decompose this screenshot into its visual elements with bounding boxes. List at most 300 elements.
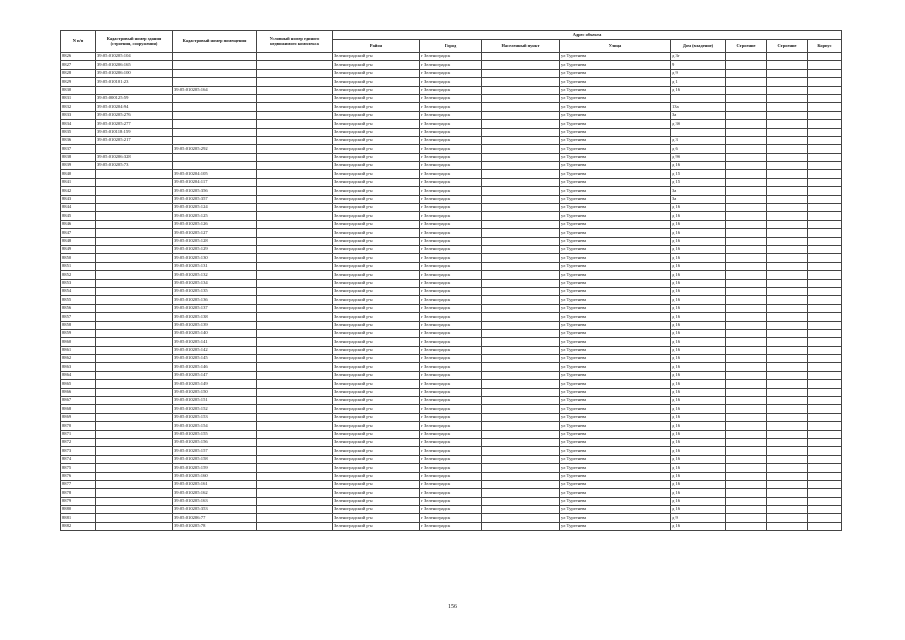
cell-conditional-number <box>257 86 333 94</box>
cell-building-2 <box>767 522 808 530</box>
cell-cadastral-room: 39:05:010205:153 <box>173 413 257 421</box>
cell-conditional-number <box>257 187 333 195</box>
table-row <box>61 204 842 212</box>
cell-city: г Зеленоградск <box>420 78 482 86</box>
cell-conditional-number <box>257 195 333 203</box>
cell-building-2 <box>767 346 808 354</box>
cell-house: д 16 <box>671 380 726 388</box>
cell-corpus <box>808 212 842 220</box>
cell-city: г Зеленоградск <box>420 338 482 346</box>
cell-house: д 16 <box>671 455 726 463</box>
table-row <box>61 61 842 69</box>
cell-num: 8855 <box>61 296 96 304</box>
cell-num: 8841 <box>61 178 96 186</box>
cell-cadastral-room: 39:05:010205:135 <box>173 287 257 295</box>
table-row <box>61 522 842 530</box>
cell-cadastral-room: 39:05:010205:132 <box>173 271 257 279</box>
cell-settlement <box>482 136 560 144</box>
cell-street: ул Тургенева <box>560 229 671 237</box>
cell-cadastral-room: 39:05:010205:163 <box>173 497 257 505</box>
table-row <box>61 313 842 321</box>
cell-street: ул Тургенева <box>560 313 671 321</box>
table-row <box>61 212 842 220</box>
cell-building-1 <box>726 464 767 472</box>
cell-settlement <box>482 321 560 329</box>
cell-street: ул Тургенева <box>560 262 671 270</box>
cell-cadastral-building <box>96 338 173 346</box>
cell-cadastral-room: 39:05:010205:127 <box>173 229 257 237</box>
cell-district: Зеленоградский р-н <box>333 69 420 77</box>
cell-district: Зеленоградский р-н <box>333 212 420 220</box>
cell-num: 8872 <box>61 438 96 446</box>
table-row <box>61 111 842 119</box>
cell-cadastral-building: 39:05:000125:59 <box>96 94 173 102</box>
cell-building-2 <box>767 279 808 287</box>
table-row <box>61 304 842 312</box>
cell-settlement <box>482 195 560 203</box>
cell-conditional-number <box>257 170 333 178</box>
cell-city: г Зеленоградск <box>420 506 482 514</box>
cell-settlement <box>482 422 560 430</box>
cell-building-1 <box>726 405 767 413</box>
cell-num: 8882 <box>61 522 96 530</box>
cell-cadastral-room <box>173 69 257 77</box>
table-row <box>61 262 842 270</box>
cell-cadastral-room <box>173 78 257 86</box>
cell-conditional-number <box>257 464 333 472</box>
cell-cadastral-building <box>96 195 173 203</box>
cell-building-1 <box>726 229 767 237</box>
cell-building-1 <box>726 472 767 480</box>
table-row <box>61 220 842 228</box>
cell-conditional-number <box>257 304 333 312</box>
cell-building-2 <box>767 413 808 421</box>
cell-house: д 15 <box>671 178 726 186</box>
cell-cadastral-building <box>96 254 173 262</box>
cell-building-1 <box>726 111 767 119</box>
cell-building-2 <box>767 405 808 413</box>
cell-cadastral-room: 39:05:010205:128 <box>173 237 257 245</box>
cell-num: 8858 <box>61 321 96 329</box>
cell-building-1 <box>726 69 767 77</box>
cell-settlement <box>482 187 560 195</box>
cell-conditional-number <box>257 153 333 161</box>
cell-house <box>671 128 726 136</box>
cell-city: г Зеленоградск <box>420 111 482 119</box>
cell-street: ул Тургенева <box>560 53 671 61</box>
cell-conditional-number <box>257 338 333 346</box>
cell-city: г Зеленоградск <box>420 397 482 405</box>
cell-district: Зеленоградский р-н <box>333 304 420 312</box>
cell-corpus <box>808 422 842 430</box>
cell-city: г Зеленоградск <box>420 371 482 379</box>
cell-settlement <box>482 464 560 472</box>
cell-street: ул Тургенева <box>560 447 671 455</box>
col-header-conditional-number: Условный номер единого недвижимого комплекса <box>257 31 333 53</box>
cell-num: 8836 <box>61 136 96 144</box>
cell-building-1 <box>726 271 767 279</box>
table-row <box>61 53 842 61</box>
cell-settlement <box>482 78 560 86</box>
cell-street: ул Тургенева <box>560 61 671 69</box>
cell-building-1 <box>726 321 767 329</box>
cell-corpus <box>808 136 842 144</box>
cell-conditional-number <box>257 480 333 488</box>
cell-cadastral-room: 39:05:010205:137 <box>173 304 257 312</box>
cell-conditional-number <box>257 111 333 119</box>
cell-house: д 16 <box>671 229 726 237</box>
cell-cadastral-building <box>96 187 173 195</box>
cell-building-1 <box>726 103 767 111</box>
cell-cadastral-building <box>96 397 173 405</box>
cell-city: г Зеленоградск <box>420 220 482 228</box>
cell-district: Зеленоградский р-н <box>333 447 420 455</box>
table-row <box>61 497 842 505</box>
cell-settlement <box>482 413 560 421</box>
cell-city: г Зеленоградск <box>420 304 482 312</box>
table-row <box>61 430 842 438</box>
cell-cadastral-building <box>96 455 173 463</box>
cell-num: 8881 <box>61 514 96 522</box>
cell-building-1 <box>726 489 767 497</box>
cell-house: д 16 <box>671 447 726 455</box>
cell-cadastral-room <box>173 162 257 170</box>
cell-cadastral-building <box>96 405 173 413</box>
cell-building-2 <box>767 480 808 488</box>
cell-settlement <box>482 111 560 119</box>
cell-corpus <box>808 497 842 505</box>
cell-city: г Зеленоградск <box>420 262 482 270</box>
cell-district: Зеленоградский р-н <box>333 464 420 472</box>
cell-district: Зеленоградский р-н <box>333 522 420 530</box>
cell-num: 8828 <box>61 69 96 77</box>
cell-conditional-number <box>257 438 333 446</box>
cell-corpus <box>808 187 842 195</box>
cell-street: ул Тургенева <box>560 430 671 438</box>
col-header-city: Город <box>420 40 482 53</box>
cell-city: г Зеленоградск <box>420 53 482 61</box>
cell-cadastral-room: 39:05:010205:142 <box>173 346 257 354</box>
cell-building-1 <box>726 522 767 530</box>
col-header-settlement: Населенный пункт <box>482 40 560 53</box>
cell-building-2 <box>767 321 808 329</box>
table-row <box>61 153 842 161</box>
cell-cadastral-building <box>96 279 173 287</box>
cell-corpus <box>808 103 842 111</box>
cell-street: ул Тургенева <box>560 237 671 245</box>
cell-settlement <box>482 489 560 497</box>
table-row <box>61 178 842 186</box>
cell-city: г Зеленоградск <box>420 195 482 203</box>
cell-conditional-number <box>257 497 333 505</box>
cell-conditional-number <box>257 363 333 371</box>
table-row <box>61 279 842 287</box>
cell-house: д 6 <box>671 145 726 153</box>
cell-district: Зеленоградский р-н <box>333 489 420 497</box>
cell-settlement <box>482 120 560 128</box>
cell-city: г Зеленоградск <box>420 103 482 111</box>
cell-building-2 <box>767 204 808 212</box>
cell-num: 8852 <box>61 271 96 279</box>
cell-conditional-number <box>257 430 333 438</box>
cell-conditional-number <box>257 388 333 396</box>
cell-building-1 <box>726 422 767 430</box>
cell-street: ул Тургенева <box>560 363 671 371</box>
cell-street: ул Тургенева <box>560 405 671 413</box>
cell-cadastral-room: 39:05:010205:78 <box>173 522 257 530</box>
cell-corpus <box>808 430 842 438</box>
cell-city: г Зеленоградск <box>420 430 482 438</box>
cell-cadastral-building: 39:05:010204:94 <box>96 103 173 111</box>
cell-cadastral-building <box>96 304 173 312</box>
cell-cadastral-room: 39:05:010205:149 <box>173 380 257 388</box>
cell-corpus <box>808 363 842 371</box>
cell-settlement <box>482 69 560 77</box>
cell-cadastral-building <box>96 464 173 472</box>
cell-num: 8876 <box>61 472 96 480</box>
cell-num: 8880 <box>61 506 96 514</box>
cell-num: 8869 <box>61 413 96 421</box>
cell-cadastral-room: 39:05:010205:159 <box>173 464 257 472</box>
cell-corpus <box>808 355 842 363</box>
cell-city: г Зеленоградск <box>420 187 482 195</box>
cell-cadastral-room: 39:05:010205:129 <box>173 245 257 253</box>
cell-city: г Зеленоградск <box>420 279 482 287</box>
cell-district: Зеленоградский р-н <box>333 94 420 102</box>
cell-num: 8863 <box>61 363 96 371</box>
cell-district: Зеленоградский р-н <box>333 178 420 186</box>
cell-conditional-number <box>257 178 333 186</box>
cell-conditional-number <box>257 120 333 128</box>
cell-building-2 <box>767 128 808 136</box>
cell-cadastral-building <box>96 346 173 354</box>
cell-city: г Зеленоградск <box>420 455 482 463</box>
cell-cadastral-room: 39:05:010205:138 <box>173 313 257 321</box>
cell-city: г Зеленоградск <box>420 472 482 480</box>
cell-house: д 16 <box>671 371 726 379</box>
cell-num: 8874 <box>61 455 96 463</box>
cell-num: 8851 <box>61 262 96 270</box>
cell-building-2 <box>767 271 808 279</box>
cell-house: 3а <box>671 195 726 203</box>
cell-building-2 <box>767 422 808 430</box>
cell-num: 8843 <box>61 195 96 203</box>
table-row <box>61 506 842 514</box>
cell-city: г Зеленоградск <box>420 271 482 279</box>
cell-settlement <box>482 103 560 111</box>
cell-district: Зеленоградский р-н <box>333 480 420 488</box>
cell-num: 8830 <box>61 86 96 94</box>
cell-settlement <box>482 153 560 161</box>
cell-street: ул Тургенева <box>560 422 671 430</box>
cell-building-1 <box>726 212 767 220</box>
table-row <box>61 69 842 77</box>
cell-cadastral-building <box>96 422 173 430</box>
cell-cadastral-room: 39:05:010205:160 <box>173 472 257 480</box>
cell-cadastral-room: 39:05:010205:158 <box>173 455 257 463</box>
cell-conditional-number <box>257 405 333 413</box>
cell-building-1 <box>726 363 767 371</box>
cell-cadastral-room: 39:05:010205:140 <box>173 329 257 337</box>
cell-settlement <box>482 371 560 379</box>
cell-cadastral-room: 39:05:010205:131 <box>173 262 257 270</box>
cell-num: 8829 <box>61 78 96 86</box>
cell-corpus <box>808 304 842 312</box>
col-header-cadastral-building: Кадастровый номер здания (строения, сооружения) <box>96 31 173 53</box>
table-row <box>61 472 842 480</box>
cell-city: г Зеленоградск <box>420 229 482 237</box>
cell-building-2 <box>767 464 808 472</box>
cell-building-1 <box>726 162 767 170</box>
cell-house: 9 <box>671 61 726 69</box>
cell-building-1 <box>726 355 767 363</box>
cell-num: 8878 <box>61 489 96 497</box>
cell-conditional-number <box>257 296 333 304</box>
cell-settlement <box>482 363 560 371</box>
cell-conditional-number <box>257 61 333 69</box>
cell-city: г Зеленоградск <box>420 204 482 212</box>
cell-cadastral-room: 39:05:010205:147 <box>173 371 257 379</box>
cell-building-2 <box>767 363 808 371</box>
cell-num: 8854 <box>61 287 96 295</box>
cell-street: ул Тургенева <box>560 522 671 530</box>
table-row <box>61 170 842 178</box>
cell-house: д 16 <box>671 497 726 505</box>
cell-building-1 <box>726 506 767 514</box>
cell-settlement <box>482 346 560 354</box>
cell-cadastral-room <box>173 94 257 102</box>
cell-conditional-number <box>257 472 333 480</box>
cell-cadastral-room: 39:05:010204:105 <box>173 170 257 178</box>
table-row <box>61 94 842 102</box>
cell-cadastral-building <box>96 497 173 505</box>
cell-conditional-number <box>257 346 333 354</box>
cell-house: д 16 <box>671 296 726 304</box>
cell-building-1 <box>726 178 767 186</box>
cell-district: Зеленоградский р-н <box>333 413 420 421</box>
cell-street: ул Тургенева <box>560 111 671 119</box>
cell-corpus <box>808 78 842 86</box>
cell-house: д 16 <box>671 472 726 480</box>
cell-corpus <box>808 506 842 514</box>
cell-building-1 <box>726 220 767 228</box>
cell-district: Зеленоградский р-н <box>333 153 420 161</box>
cell-num: 8844 <box>61 204 96 212</box>
cell-city: г Зеленоградск <box>420 128 482 136</box>
cell-building-2 <box>767 497 808 505</box>
table-row <box>61 422 842 430</box>
cell-cadastral-building <box>96 178 173 186</box>
cell-conditional-number <box>257 313 333 321</box>
cell-district: Зеленоградский р-н <box>333 371 420 379</box>
table-row <box>61 447 842 455</box>
cell-city: г Зеленоградск <box>420 464 482 472</box>
cell-cadastral-room <box>173 103 257 111</box>
cell-street: ул Тургенева <box>560 195 671 203</box>
cell-cadastral-building <box>96 262 173 270</box>
cell-settlement <box>482 262 560 270</box>
cell-building-2 <box>767 514 808 522</box>
cell-district: Зеленоградский р-н <box>333 111 420 119</box>
cell-district: Зеленоградский р-н <box>333 262 420 270</box>
cell-corpus <box>808 321 842 329</box>
cell-street: ул Тургенева <box>560 170 671 178</box>
cell-city: г Зеленоградск <box>420 69 482 77</box>
cell-conditional-number <box>257 489 333 497</box>
cell-conditional-number <box>257 145 333 153</box>
cell-city: г Зеленоградск <box>420 178 482 186</box>
cell-cadastral-room: 39:05:010206:77 <box>173 514 257 522</box>
table-row <box>61 514 842 522</box>
cell-district: Зеленоградский р-н <box>333 338 420 346</box>
cell-building-1 <box>726 447 767 455</box>
cell-num: 8848 <box>61 237 96 245</box>
cell-house: д 16 <box>671 237 726 245</box>
cell-street: ул Тургенева <box>560 78 671 86</box>
cell-cadastral-building: 39:05:010205:73 <box>96 162 173 170</box>
cell-building-1 <box>726 346 767 354</box>
cell-corpus <box>808 153 842 161</box>
cell-house: д 16 <box>671 162 726 170</box>
cell-district: Зеленоградский р-н <box>333 136 420 144</box>
cell-district: Зеленоградский р-н <box>333 128 420 136</box>
cell-city: г Зеленоградск <box>420 363 482 371</box>
cell-cadastral-building: 39:05:010205:217 <box>96 136 173 144</box>
cell-corpus <box>808 438 842 446</box>
cell-cadastral-building <box>96 170 173 178</box>
cell-cadastral-room: 39:05:010204:117 <box>173 178 257 186</box>
cell-house: д 16 <box>671 271 726 279</box>
cell-cadastral-building <box>96 413 173 421</box>
cell-building-2 <box>767 53 808 61</box>
cell-corpus <box>808 346 842 354</box>
cell-cadastral-building <box>96 489 173 497</box>
cell-house: д 16 <box>671 254 726 262</box>
cell-num: 8845 <box>61 212 96 220</box>
cell-cadastral-room: 39:05:010205:353 <box>173 506 257 514</box>
cell-city: г Зеленоградск <box>420 212 482 220</box>
cell-cadastral-building <box>96 321 173 329</box>
cell-district: Зеленоградский р-н <box>333 120 420 128</box>
cell-cadastral-room <box>173 128 257 136</box>
cell-district: Зеленоградский р-н <box>333 296 420 304</box>
cell-district: Зеленоградский р-н <box>333 455 420 463</box>
cell-cadastral-building <box>96 506 173 514</box>
cell-street: ул Тургенева <box>560 338 671 346</box>
cell-corpus <box>808 455 842 463</box>
cell-settlement <box>482 405 560 413</box>
cell-building-1 <box>726 145 767 153</box>
cell-settlement <box>482 128 560 136</box>
cell-settlement <box>482 296 560 304</box>
cell-building-2 <box>767 120 808 128</box>
cell-city: г Зеленоградск <box>420 346 482 354</box>
cell-city: г Зеленоградск <box>420 380 482 388</box>
cell-house: д 16 <box>671 506 726 514</box>
cell-building-1 <box>726 262 767 270</box>
table-row <box>61 329 842 337</box>
cell-corpus <box>808 388 842 396</box>
cell-cadastral-building <box>96 271 173 279</box>
cell-city: г Зеленоградск <box>420 153 482 161</box>
cell-cadastral-building <box>96 388 173 396</box>
cell-conditional-number <box>257 220 333 228</box>
cell-building-1 <box>726 388 767 396</box>
cell-conditional-number <box>257 245 333 253</box>
cell-building-1 <box>726 371 767 379</box>
cell-building-2 <box>767 338 808 346</box>
cell-settlement <box>482 279 560 287</box>
